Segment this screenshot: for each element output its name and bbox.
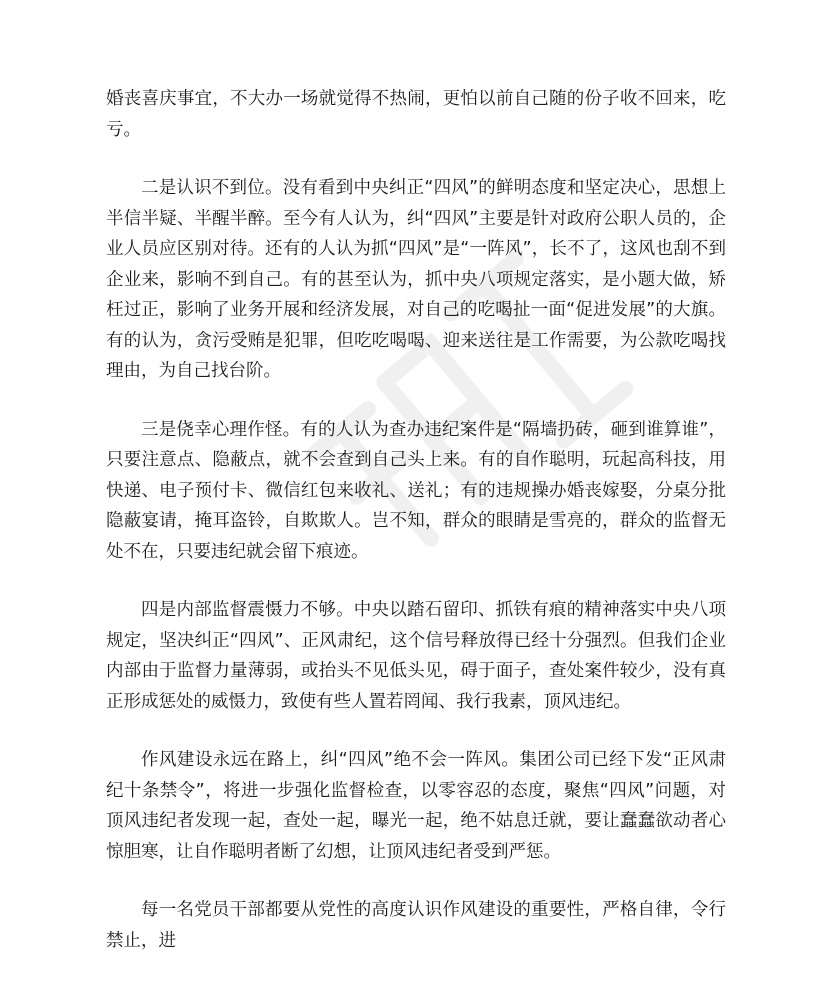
paragraph-continued: 婚丧喜庆事宜，不大办一场就觉得不热闹，更怕以前自己随的份子收不回来，吃亏。 xyxy=(106,89,726,140)
document-body xyxy=(106,84,726,984)
paragraph-awareness: 二是认识不到位。没有看到中央纠正“四风”的鲜明态度和坚定决心，思想上半信半疑、半醒半醉。至今有人认为，纠“四风”主要是针对政府公职人员的，企业人员应区别对待。还有的人认为抓“四风”是“一阵风”，长不了，这风也刮不到企业来，影响不到自己。有的甚至认为，抓中央八项规定落实，是小题大做，矫枉过正，影响了业务开展和经济发展，对自己的吃喝扯一面“促进发展”的大旗。有的认为，贪污受贿是犯罪，但吃吃喝喝、迎来送往是工作需要，为公款吃喝找理由，为自己找台阶。 xyxy=(106,178,726,381)
paragraph-luck-mentality: 三是侥幸心理作怪。有的人认为查办违纪案件是“隔墙扔砖，砸到谁算谁”，只要注意点、隐蔽点，就不会查到自己头上来。有的自作聪明，玩起高科技，用快递、电子预付卡、微信红包来收礼、送礼；有的违规操办婚丧嫁娶，分桌分批隐蔽宴请，掩耳盗铃，自欺欺人。岂不知，群众的眼睛是雪亮的，群众的监督无处不在，只要违纪就会留下痕迹。 xyxy=(106,419,726,562)
paragraph-work-style: 作风建设永远在路上，纠“四风”绝不会一阵风。集团公司已经下发“正风肃纪十条禁令”，将进一步强化监督检查，以零容忍的态度，聚焦“四风”问题，对顶风违纪者发现一起，查处一起，曝光一起，绝不姑息迁就，要让蠢蠢欲动者心惊胆寒，让自作聪明者断了幻想，让顶风违纪者受到严惩。 xyxy=(106,750,726,862)
paragraph-party-members: 每一名党员干部都要从党性的高度认识作风建设的重要性，严格自律，令行禁止，进 xyxy=(106,900,726,951)
paragraph-internal-supervision: 四是内部监督震慑力不够。中央以踏石留印、抓铁有痕的精神落实中央八项规定，坚决纠正“四风”、正风肃纪，这个信号释放得已经十分强烈。但我们企业内部由于监督力量薄弱，或抬头不见低头见，碍于面子，查处案件较少，没有真正形成惩处的威慑力，致使有些人置若罔闻、我行我素，顶风违纪。 xyxy=(106,600,726,712)
